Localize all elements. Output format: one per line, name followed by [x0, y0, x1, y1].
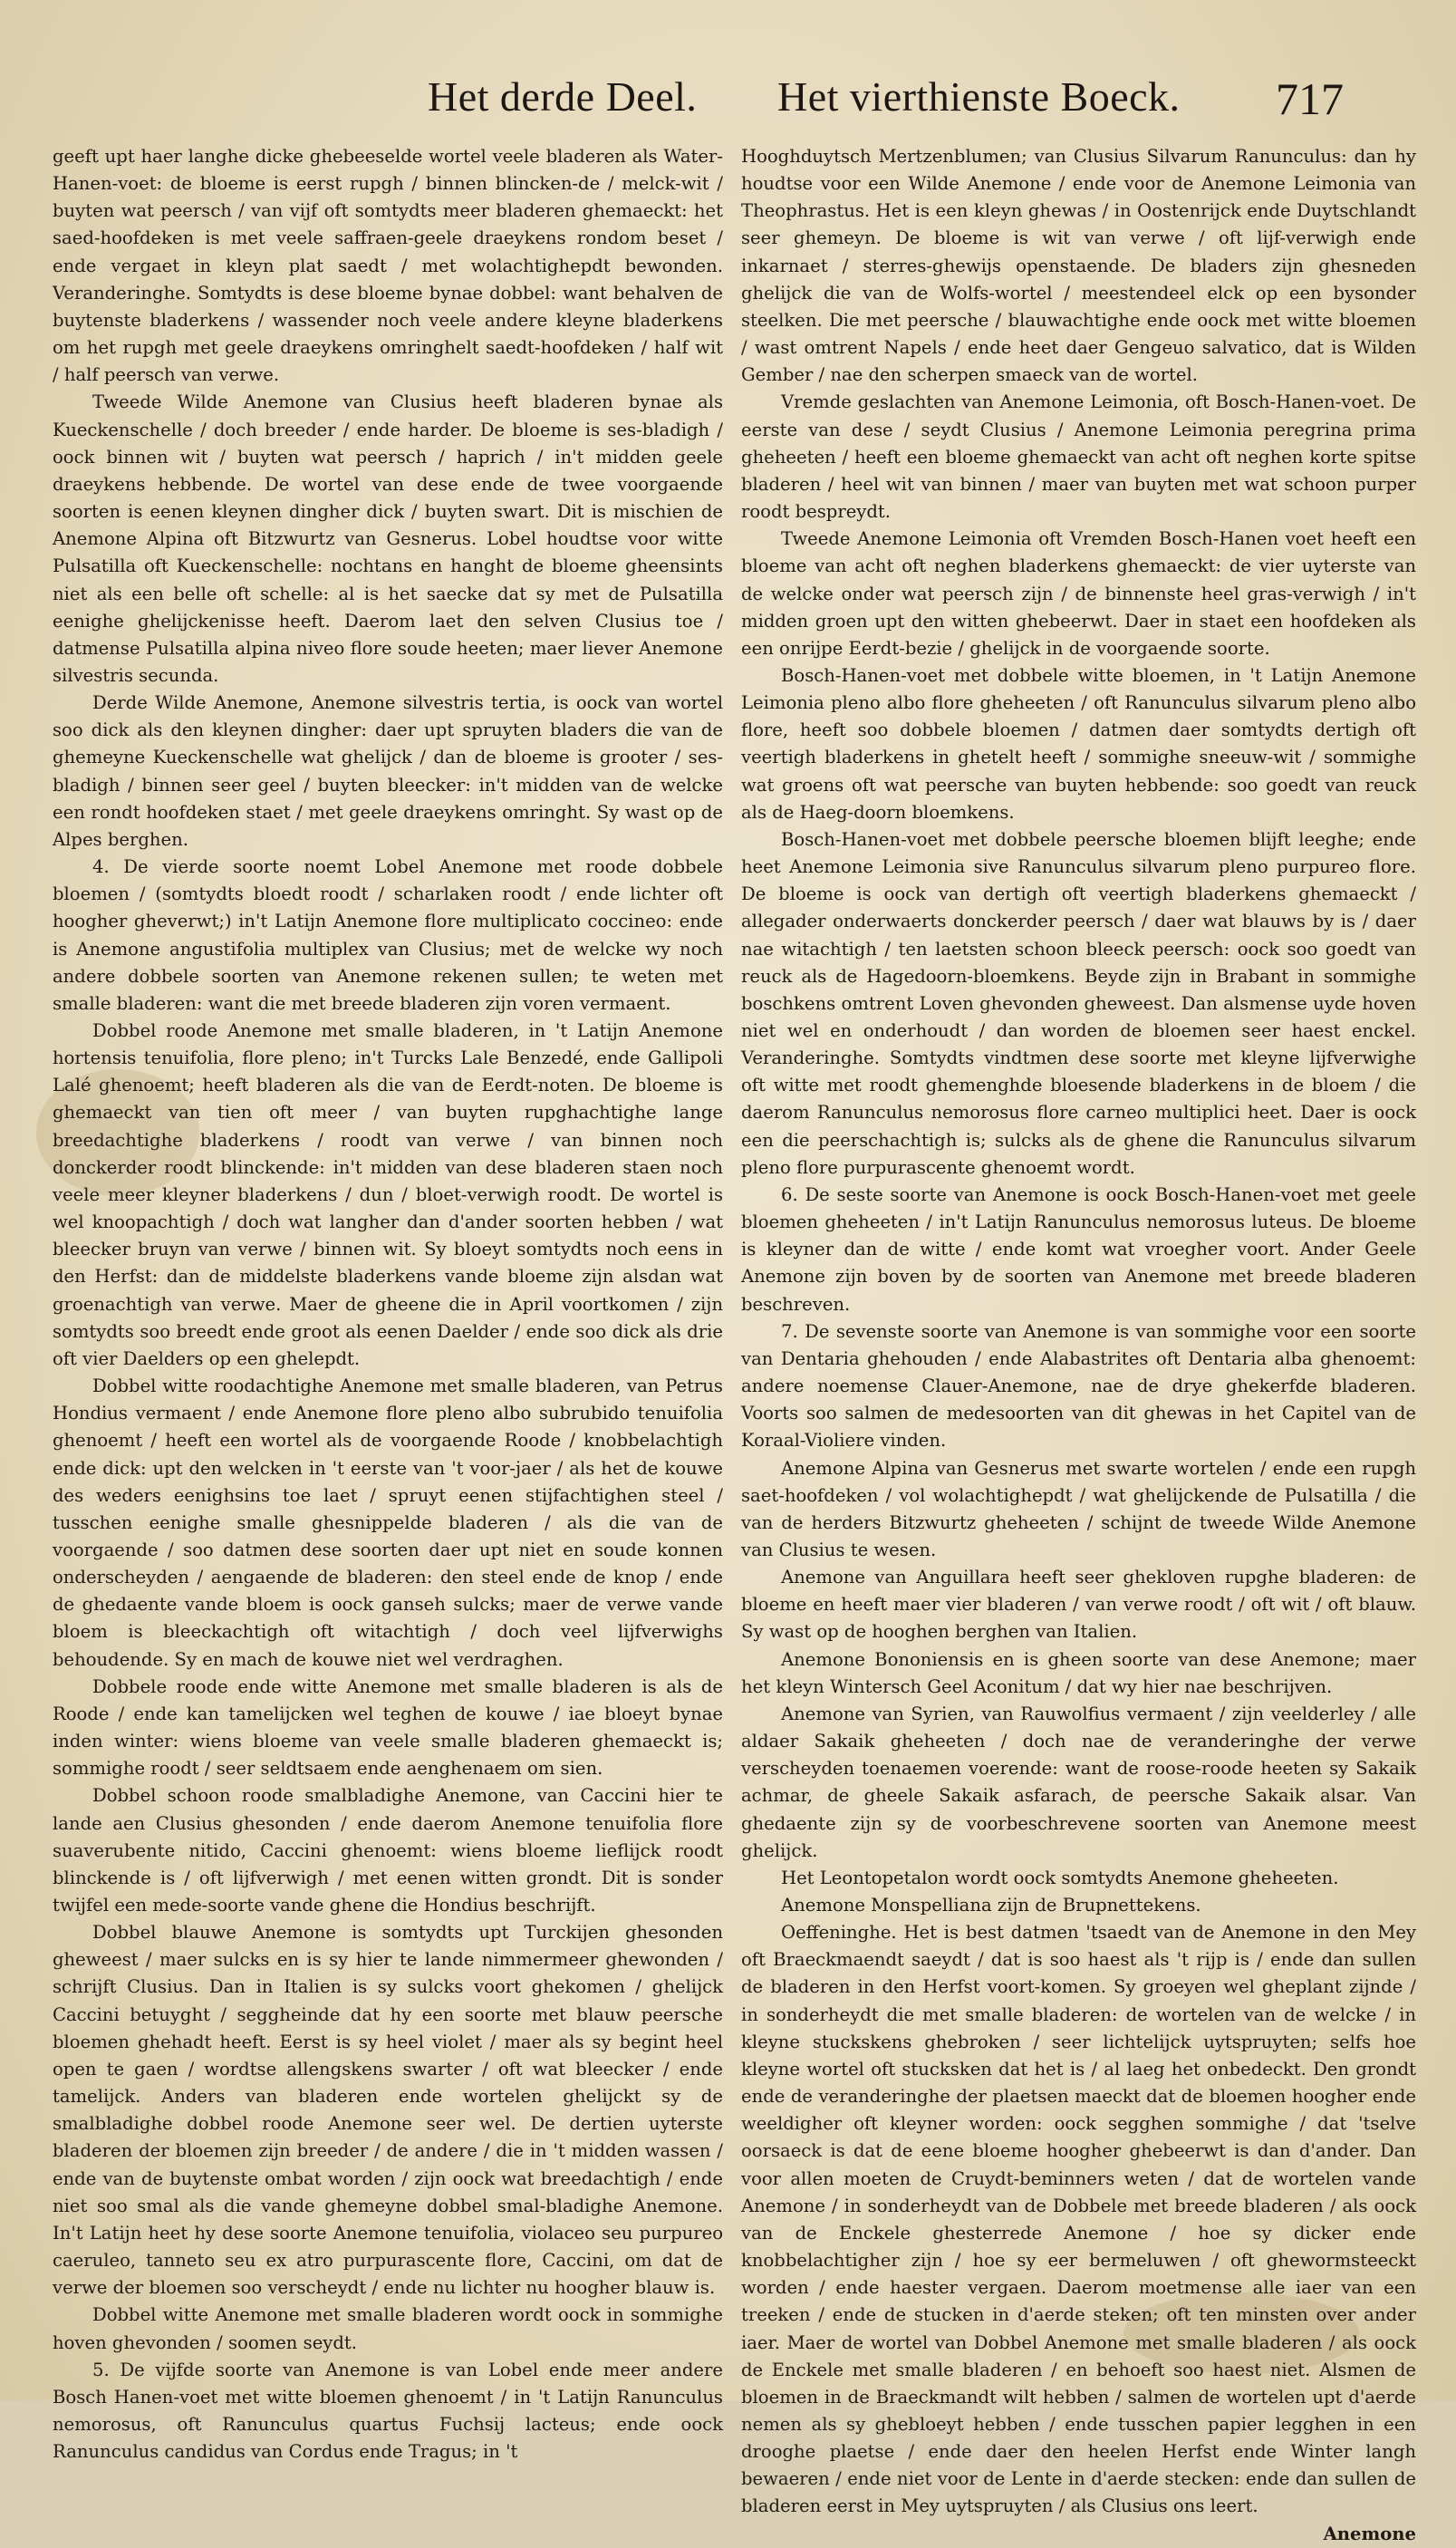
book-title: Het vierthienste Boeck. — [777, 73, 1181, 120]
paragraph: Anemone Alpina van Gesnerus met swarte wortelen / ende een rupgh saet-hoofdeken / vol wolachtighepdt / wat ghelijckende de Pulsatilla / die van de herders Bitzwurtz gheheeten / schijnt de tweede Wilde Anemone van Clusius te wesen. — [741, 1457, 1416, 1560]
paragraph: Bosch-Hanen-voet met dobbele peersche bloemen blijft leeghe; ende heet Anemone Leimonia sive Ranunculus silvarum pleno purpureo flore. De bloeme is oock van dertigh oft veertigh bladerkens ghemaeckt / allegader onderwaerts donckerder peersch / daer wat blauws by is / daer nae witachtigh / ten laetsten schoon bleeck peersch: oock soo goedt van reuck als de Hagedoorn-bloemkens. Beyde zijn in Brabant in sommighe boschkens omtrent Loven ghevonden gheweest. Dan alsmense uyde hoven niet wel en onderhoudt / dan worden de bloemen seer haest enckel. Veranderinghe. Somtydts vindtmen dese soorte met kleyne lijfverwighe oft witte met roodt ghemenghde bloesende bladerkens in de bloem / die daerom Ranunculus nemorosus flore carneo multiplici heet. Daer is oock een die peerschachtigh is; sulcks als de ghene die Ranunculus silvarum pleno flore purpurascente ghenoemt wordt. — [741, 828, 1416, 1178]
paragraph: Bosch-Hanen-voet met dobbele witte bloemen, in 't Latijn Anemone Leimonia pleno albo flore gheheeten / oft Ranunculus silvarum pleno albo flore, heeft soo dobbele bloemen / datmen daer somtydts dertigh oft veertigh bladerkens in ghetelt heeft / sommighe sneeuw-wit / sommighe wat groens oft wat peersche van buyten hebbende: soo goedt van reuck als de Haeg-doorn bloemkens. — [741, 664, 1416, 823]
paragraph: Derde Wilde Anemone, Anemone silvestris tertia, is oock van wortel soo dick als den kleynen dingher: daer upt spruyten bladers die van de ghemeyne Kueckenschelle wat ghelijck / dan de bloeme is grooter / ses-bladigh / binnen seer geel / buyten bleecker: in't midden van de welcke een rondt hoofdeken staet / met geele draeykens omringht. Sy wast op de Alpes berghen. — [53, 692, 723, 850]
paragraph: Dobbel witte roodachtighe Anemone met smalle bladeren, van Petrus Hondius vermaent / ende Anemone flore pleno albo subrubido tenuifolia ghenoemt / heeft een wortel als de voorgaende Roode / knobbelachtigh ende dick: upt den welcken in 't eerste van 't voor-jaer / als het de kouwe des weders eenighsins toe laet / spruyt eenen stijfachtighen steel / tusschen eenighe smalle ghesnippelde bladeren / als die van de voorgaende / soo datmen dese soorten daer upt niet en soude konnen onderscheyden / aengaende de bladeren: den steel ende de knop / ende de ghedaente vande bloem is oock ganseh sulcks; maer de verwe vande bloem is bleeckachtigh oft witachtigh / doch veel lijfverwighs behoudende. Sy en mach de kouwe niet wel verdraghen. — [53, 1375, 723, 1670]
paragraph: Anemone Bononiensis en is gheen soorte van dese Anemone; maer het kleyn Wintersch Geel Aconitum / dat wy hier nae beschrijven. — [741, 1648, 1416, 1697]
paragraph: geeft upt haer langhe dicke ghebeeselde wortel veele bladeren als Water-Hanen-voet: de bloeme is eerst rupgh / binnen blincken-de / melck-wit / buyten wat peersch / van vijf oft somtydts meer bladeren ghemaeckt: het saed-hoofdeken is met veele saffraen-geele draeykens rondom beset / ende vergaet in kleyn plat saedt / met wolachtighepdt bewonden. Veranderinghe. Somtydts is dese bloeme bynae dobbel: want behalven de buytenste bladerkens / wassender noch veele andere kleyne bladerkens om het rupgh met geele draeykens omringhelt saedt-hoofdeken / half wit / half peersch van verwe. — [53, 146, 723, 386]
paragraph: Dobbel schoon roode smalbladighe Anemone, van Caccini hier te lande aen Clusius ghesonden / ende daerom Anemone tenuifolia flore suaverubente nitido, Caccini ghenoemt: wiens bloeme lieflijck roodt blinckende is / oft lijfverwigh / met eenen witten grondt. Dit is sonder twijfel een mede-soorte vande ghene die Hondius beschrijft. — [53, 1785, 723, 1916]
paragraph: Dobbele roode ende witte Anemone met smalle bladeren is als de Roode / ende kan tamelijcken wel teghen de kouwe / iae bloeyt bynae inden winter: wiens bloeme van veele smalle bladeren ghemaeckt is; sommighe roodt / seer seldtsaem ende aenghenaem om sien. — [53, 1675, 723, 1780]
paragraph: Tweede Wilde Anemone van Clusius heeft bladeren bynae als Kueckenschelle / doch breeder / ende harder. De bloeme is ses-bladigh / oock binnen wit / buyten wat peersch / haprich / in't midden geele draeykens hebbende. De wortel van dese ende de twee voorgaende soorten is eenen kleynen dingher dick / buyten swart. Dit is mischien de Anemone Alpina oft Bitzwurtz van Gesnerus. Lobel houdtse voor witte Pulsatilla oft Kueckenschelle: nochtans en hanght de bloeme gheensints niet als een belle oft schelle: al is het saecke dat sy met de Pulsatilla eenighe ghelijckenisse heeft. Daerom laet den selven Clusius toe / datmense Pulsatilla alpina niveo flore soude heeten; maer liever Anemone silvestris secunda. — [53, 391, 723, 686]
paragraph: Dobbel roode Anemone met smalle bladeren, in 't Latijn Anemone hortensis tenuifolia, flore pleno; in't Turcks Lale Benzedé, ende Gallipoli Lalé ghenoemt; heeft bladeren als die van de Eerdt-noten. De bloeme is ghemaeckt van tien oft meer / van buyten rupghachtighe lange breedachtighe bladerkens / roodt van verwe / van binnen noch donckerder roodt blinckende: in't midden van dese bladeren staen noch veele meer kleyner bladerkens / dun / bloet-verwigh roodt. De wortel is wel knoopachtigh / doch wat langher dan d'ander soorten hebben / wat bleecker bruyn van verwe / binnen wit. Sy bloeyt somtydts noch eens in den Herfst: dan de middelste bladerkens vande bloeme zijn alsdan wat groenachtigh van verwe. Maer de gheene die in April voortkomen / zijn somtydts soo breedt ende groot als eenen Daelder / ende soo dick als drie oft vier Daelders op een ghelepdt. — [53, 1020, 723, 1369]
paragraph: 5. De vijfde soorte van Anemone is van Lobel ende meer andere Bosch Hanen-voet met witte bloemen ghenoemt / in 't Latijn Ranunculus nemorosus, oft Ranunculus quartus Fuchsij lacteus; ende oock Ranunculus candidus van Cordus ende Tragus; in 't — [53, 2359, 723, 2463]
paragraph: Tweede Anemone Leimonia oft Vremden Bosch-Hanen voet heeft een bloeme van acht oft neghen bladerkens ghemaeckt: de vier uyterste van de welcke onder wat peersch zijn / de binnenste heel gras-verwigh / in't midden groen upt den witten ghebeerwt. Daer in staet een hoofdeken als een onrijpe Eerdt-bezie / ghelijck in de voorgaende soorte. — [741, 528, 1416, 659]
section-title: Het derde Deel. — [428, 73, 698, 120]
paragraph: Anemone van Anguillara heeft seer ghekloven rupghe bladeren: de bloeme en heeft maer vier bladeren / van verwe roodt / oft wit / oft blauw. Sy wast op de hooghen berghen van Italien. — [741, 1567, 1416, 1643]
paragraph: Anemone Monspelliana zijn de Brupnettekens. — [781, 1895, 1201, 1916]
paragraph: Het Leontopetalon wordt oock somtydts Anemone gheheeten. — [781, 1867, 1339, 1888]
paragraph: Oeffeninghe. Het is best datmen 'tsaedt van de Anemone in den Mey oft Braeckmaendt saeydt / dat is soo haest als 't rijp is / ende dan sullen de bladeren in den Herfst voort-komen. Sy groeyen wel gheplant zijnde / in sonderheydt die met smalle bladeren: de wortelen van de welcke / in kleyne stuckskens ghebroken / seer lichtelijck uytspruyten; selfs hoe kleyne wortel oft stucksken dat het is / al laeg het onbedeckt. Den grondt ende de veranderinghe der plaetsen maeckt dat de bloemen hoogher ende weeldigher oft kleyner worden: oock segghen sommighe / dat 'tselve oorsaeck is dat de eene bloeme hoogher ghebeerwt is dan d'ander. Dan voor allen moeten de Cruydt-beminners weten / dat de wortelen vande Anemone / in sonderheydt van de Dobbele met breede bladeren / als oock van de Enckele ghesterrede Anemone / hoe sy dicker ende knobbelachtigher zijn / hoe sy eer bermeluwen / oft ghewormsteeckt worden / ende haester vergaen. Daerom moetmense alle iaer van een treeken / ende de stucken in d'aerde steken; oft ten minsten over ander iaer. Maer de wortel van Dobbel Anemone met smalle bladeren / als oock de Enckele met smalle bladeren / en behoeft soo haest niet. Alsmen de bloemen in de Braeckmandt wilt hebben / salmen de wortelen upt d'aerde nemen als sy ghebloeyt hebben / ende tusschen papier legghen in een drooghe plaetse / ende daer den heelen Herfst ende Winter langh bewaeren / ende niet voor de Lente in d'aerde stecken: ende dan sullen de bladeren eerst in Mey uytspruyten / als Clusius ons leert. — [741, 1922, 1416, 2517]
page-number: 717 — [1276, 73, 1344, 124]
paragraph: Anemone van Syrien, van Rauwolfius vermaent / zijn veelderley / alle aldaer Sakaik gheheeten / doch nae de veranderinghe der verwe verscheyden toenaemen voerende: want de roose-roode heeten sy Sakaik achmar, de gheele Sakaik asfarach, de peersche Sakaik alsar. Van ghedaente zijn sy de voorbeschrevene soorten van Anemone meest ghelijck. — [741, 1703, 1416, 1861]
paragraph: Hooghduytsch Mertzenblumen; van Clusius Silvarum Ranunculus: dan hy houdtse voor een Wilde Anemone / ende voor de Anemone Leimonia van Theophrastus. Het is een kleyn ghewas / in Oostenrijck ende Duytschlandt seer ghemeyn. De bloeme is wit van verwe / oft lijf-verwigh ende inkarnaet / sterres-ghewijs openstaende. De bladers zijn ghesneden ghelijck die van de Wolfs-wortel / meestendeel elck op een bysonder steelken. Die met peersche / blauwachtighe ende oock met witte bloemen / wast omtrent Napels / ende heet daer Gengeuo salvatico, dat is Wilden Gember / nae den scherpen smaeck van de wortel. — [741, 146, 1416, 386]
paragraph: Dobbel witte Anemone met smalle bladeren wordt oock in sommighe hoven ghevonden / soomen seydt. — [53, 2304, 723, 2353]
running-header — [0, 72, 1456, 145]
paragraph: 4. De vierde soorte noemt Lobel Anemone met roode dobbele bloemen / (somtydts bloedt roodt / scharlaken roodt / ende lichter oft hoogher gheverwt;) in't Latijn Anemone flore multiplicato coccineo: ende is Anemone angustifolia multiplex van Clusius; met de welcke wy noch andere dobbele soorten van Anemone rekenen sullen; te weten met smalle bladeren: want die met breede bladeren zijn voren vermaent. — [53, 856, 723, 1014]
right-column — [741, 143, 1416, 2544]
paragraph: Vremde geslachten van Anemone Leimonia, oft Bosch-Hanen-voet. De eerste van dese / seydt Clusius / Anemone Leimonia peregrina prima gheheeten / heeft een bloeme ghemaeckt van acht oft neghen korte spitse bladeren / heel wit van binnen / maer van buyten met wat schoon purper roodt bespreydt. — [741, 391, 1416, 523]
paragraph: Dobbel blauwe Anemone is somtydts upt Turckijen ghesonden gheweest / maer sulcks en is sy hier te lande nimmermeer ghewonden / schrijft Clusius. Dan in Italien is sy sulcks voort ghekomen / ghelijck Caccini betuyght / seggheinde dat hy een soorte met blauw peersche bloemen ghehadt heeft. Eerst is sy heel violet / maer als sy begint heel open te gaen / wordtse allengskens swarter / oft wat bleecker / ende tamelijck. Anders van bladeren ende wortelen ghelijckt sy de smalbladighe dobbel roode Anemone seer wel. De dertien uyterste bladeren der bloemen zijn breeder / de andere / die in 't midden wassen / ende van de buytenste ombat worden / zijn oock wat breedachtigh / ende niet soo smal als die vande ghemeyne dobbel smal-bladighe Anemone. In't Latijn heet hy dese soorte Anemone tenuifolia, violaceo seu purpureo caeruleo, tanneto seu ex atro purpurascente flore, Caccini, om dat de verwe der bloemen soo verscheydt / ende nu lichter nu hoogher blauw is. — [53, 1922, 723, 2299]
left-column — [53, 143, 723, 2463]
paragraph: 7. De sevenste soorte van Anemone is van sommighe voor een soorte van Dentaria ghehouden / ende Alabastrites oft Dentaria alba ghenoemt: andere noemense Clauer-Anemone, nae de drye ghekerfde bladeren. Voorts soo salmen de medesoorten van dit ghewas in het Capitel van de Koraal-Violiere vinden. — [741, 1320, 1416, 1452]
paragraph: 6. De seste soorte van Anemone is oock Bosch-Hanen-voet met geele bloemen gheheeten / in't Latijn Ranunculus nemorosus luteus. De bloeme is kleyner dan de witte / ende komt wat vroegher voort. Ander Geele Anemone zijn boven by de soorten van Anemone met breede bladeren beschreven. — [741, 1183, 1416, 1315]
catchword: Anemone — [1323, 2523, 1416, 2544]
